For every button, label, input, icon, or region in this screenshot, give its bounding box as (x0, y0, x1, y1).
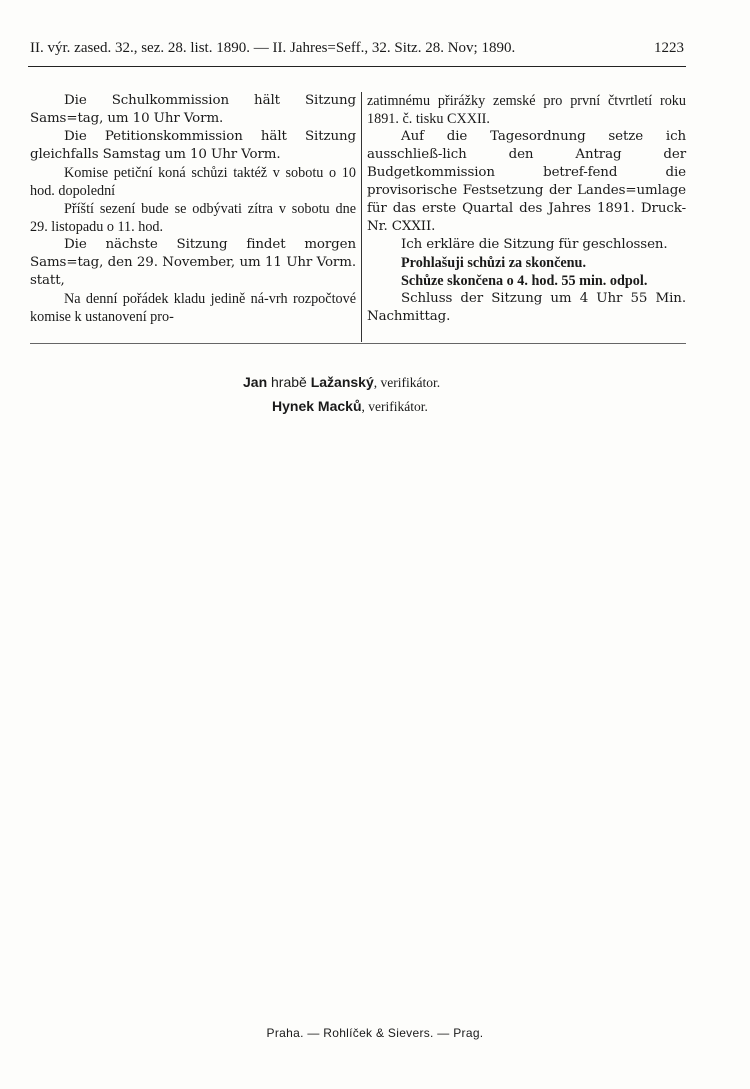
verifier-2-first-name: Hynek (272, 398, 315, 414)
verifier-1-first-name: Jan (243, 374, 268, 390)
paragraph-agenda-de: Auf die Tagesordnung setze ich ausschließ-lich den Antrag der Budgetkommission betref-fend die provisorische Festsetzung der Landes=umlage für das erste Quartal des Jahres 1891. Druck-Nr. CXXII. (367, 129, 686, 234)
page-header (30, 40, 684, 57)
paragraph-agenda-cz: Na denní pořádek kladu jedině ná-vrh rozpočtové komise k ustanovení pro- (30, 291, 356, 325)
left-column (30, 92, 356, 326)
paragraph-petition-commission: Die Petitionskommission hält Sitzung gleichfalls Samstag um 10 Uhr Vorm. (30, 129, 356, 162)
paragraph-closing-de: Ich erkläre die Sitzung für geschlossen. (401, 237, 668, 252)
paragraph-closing-cz: Prohlašuji schůzi za skončenu. (401, 255, 586, 271)
verifier-2 (272, 398, 428, 415)
verifier-1 (243, 374, 440, 391)
verifier-1-role: , verifikátor. (373, 375, 441, 390)
paragraph-school-commission: Die Schulkommission hält Sitzung Sams=tag, um 10 Uhr Vorm. (30, 93, 356, 126)
paragraph-next-session-cz: Příští sezení bude se odbývati zítra v sobotu dne 29. listopadu o 11. hod. (30, 201, 356, 235)
paragraph-next-session-de: Die nächste Sitzung findet morgen Sams=tag, den 29. November, um 11 Uhr Vorm. statt, (30, 237, 356, 288)
page-number: 1223 (654, 40, 684, 56)
right-column (367, 92, 686, 326)
paragraph-agenda-cz-cont: zatimnému přirážky zemské pro první čtvrtletí roku 1891. č. tisku CXXII. (367, 93, 686, 127)
paragraph-session-end-de: Schluss der Sitzung um 4 Uhr 55 Min. Nachmittag. (367, 291, 686, 324)
verifier-1-title: hrabě (267, 374, 311, 390)
header-session-info: II. výr. zased. 32., sez. 28. list. 1890. — II. Jahres=Seff., 32. Sitz. 28. Nov; 1890. (30, 40, 516, 56)
verifier-1-surname: Lažanský (310, 374, 374, 390)
column-divider (361, 92, 362, 342)
paragraph-session-end-cz: Schůze skončena o 4. hod. 55 min. odpol. (401, 273, 648, 289)
paragraph-petition-commission-cz: Komise petiční koná schůzi taktéž v sobotu o 10 hod. dopolední (30, 165, 356, 199)
verifier-2-surname: Macků (317, 398, 362, 414)
header-divider (28, 66, 686, 67)
columns-bottom-divider (30, 343, 686, 344)
printer-footer: Praha. — Rohlíček & Sievers. — Prag. (266, 1026, 484, 1040)
verifier-2-role: , verifikátor. (361, 399, 428, 414)
